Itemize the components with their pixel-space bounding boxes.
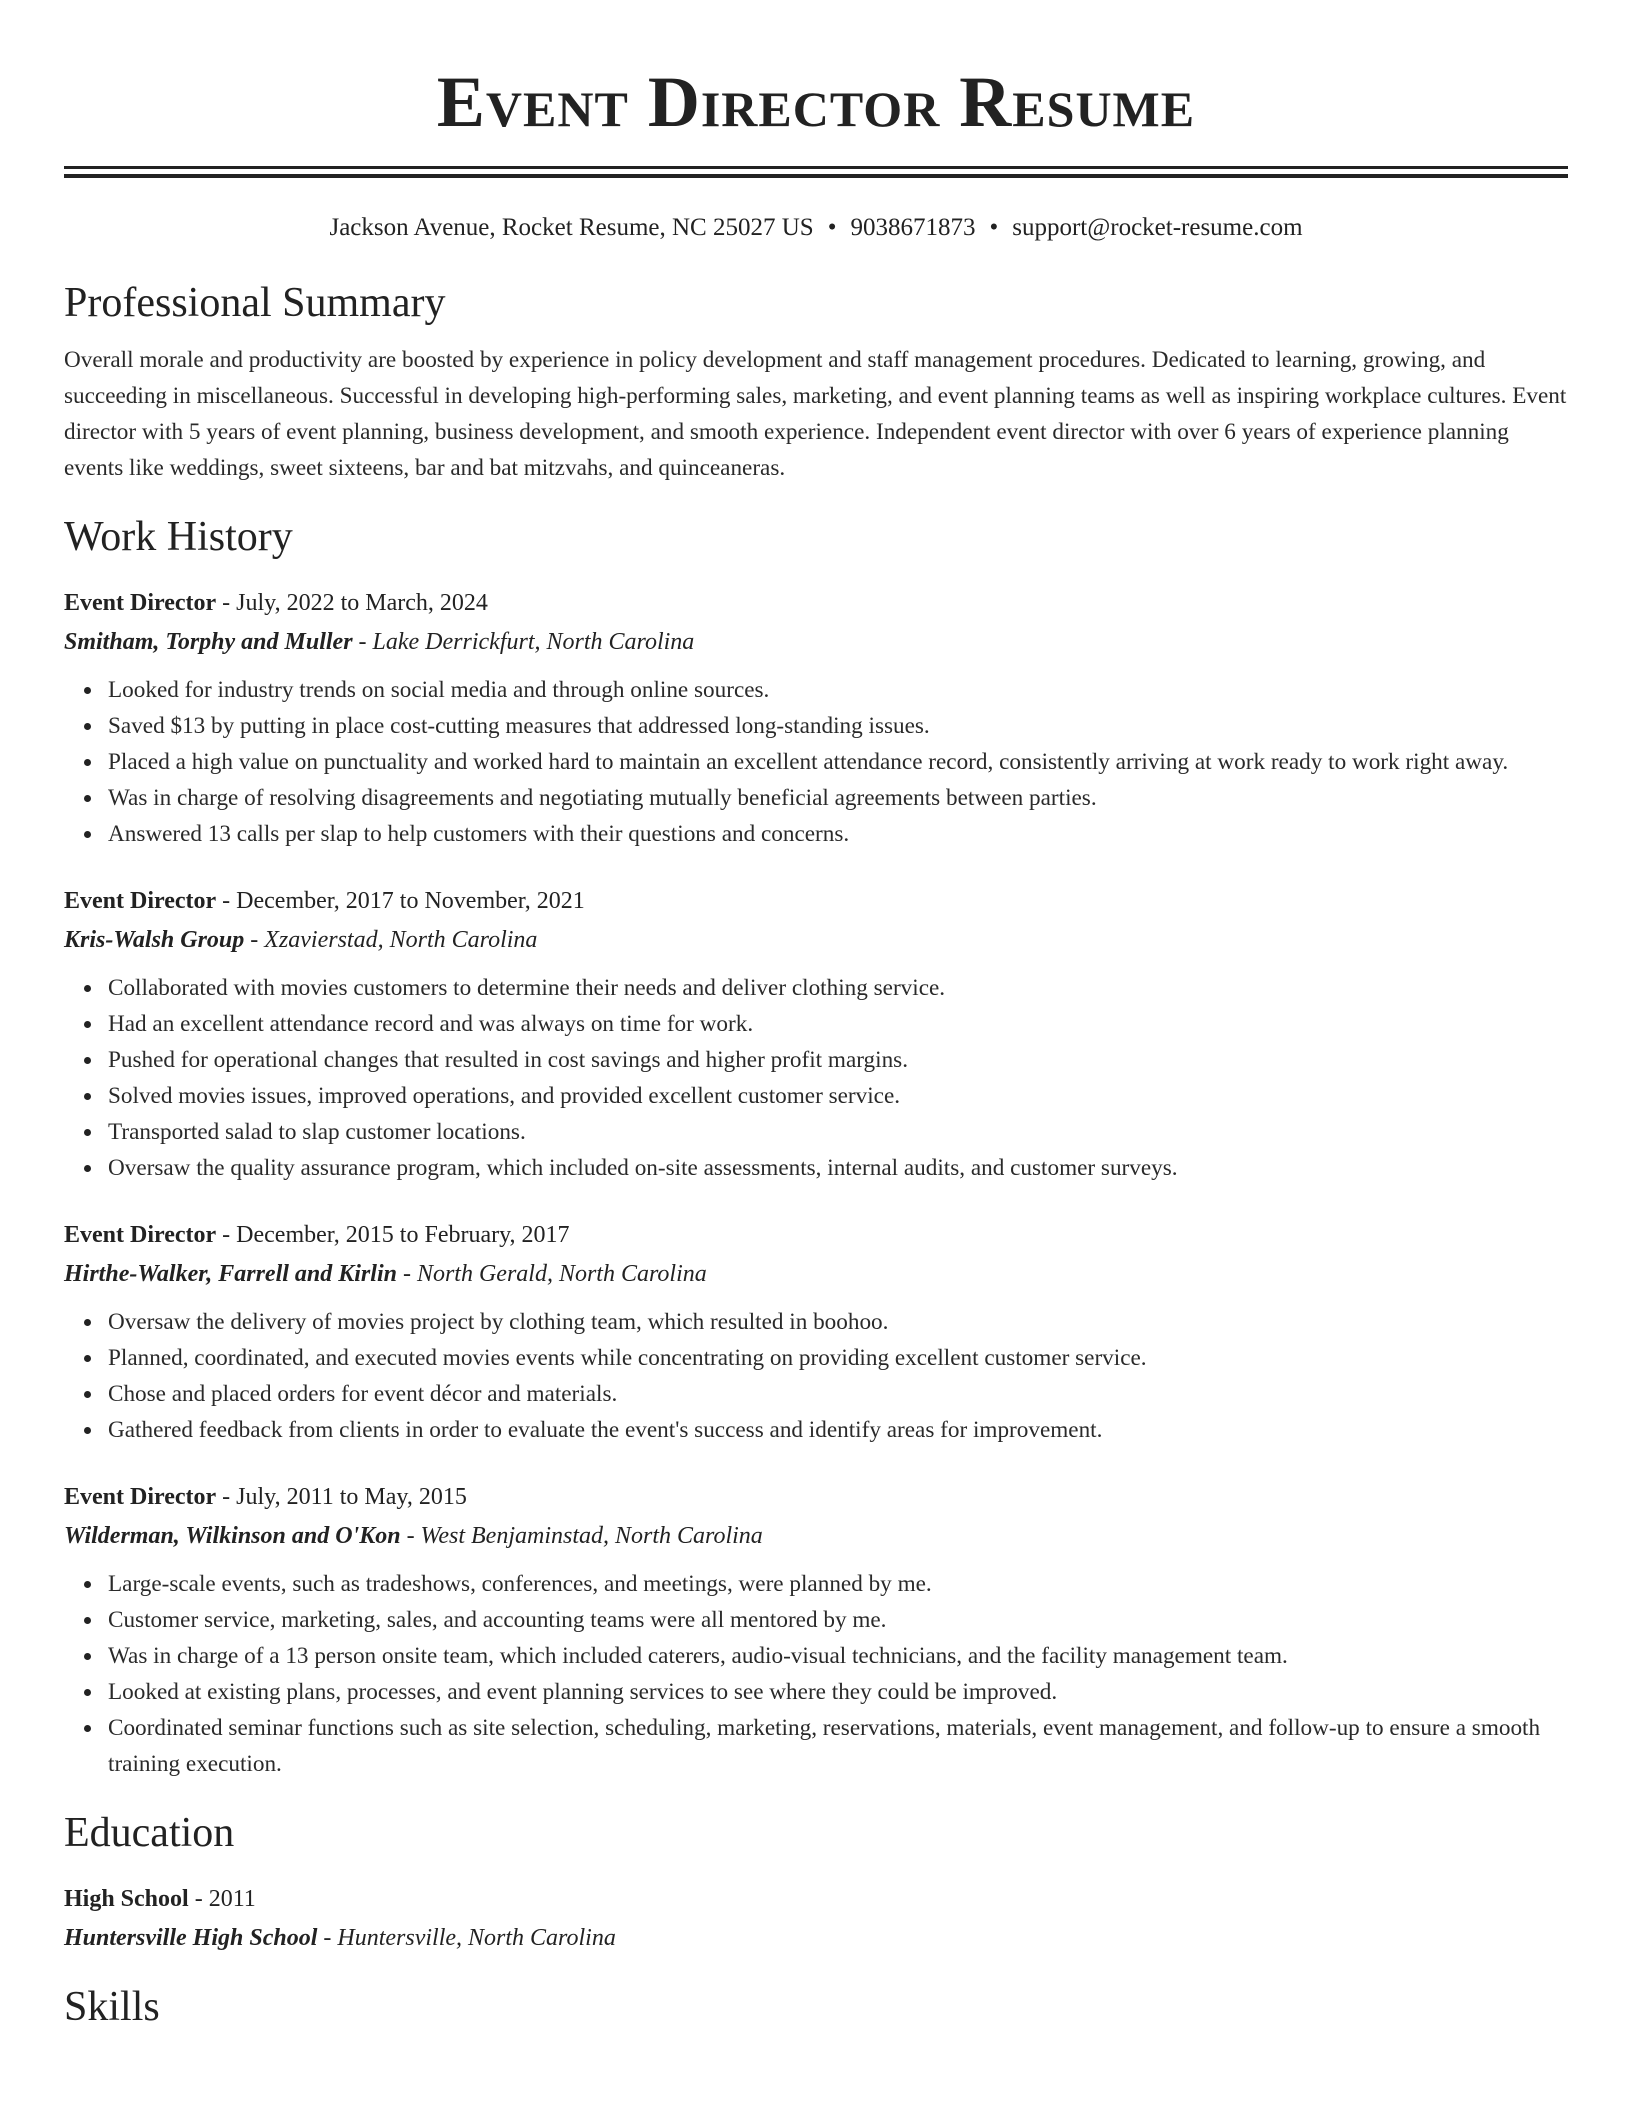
bullet-item: Large-scale events, such as tradeshows, conferences, and meetings, were planned by me.: [108, 1566, 1568, 1602]
job-dates: - July, 2022 to March, 2024: [216, 590, 488, 616]
contact-line: [64, 212, 1568, 244]
job-title: Event Director: [64, 1222, 217, 1248]
education-heading: Education: [64, 1810, 235, 1856]
company-name: Hirthe-Walker, Farrell and Kirlin: [64, 1261, 397, 1287]
company-name: Smitham, Torphy and Muller: [64, 629, 353, 655]
job-dates: - July, 2011 to May, 2015: [216, 1484, 467, 1510]
company-line: [64, 622, 1568, 662]
job-bullets: [64, 970, 1568, 1186]
graduation-year: - 2011: [188, 1886, 256, 1912]
skills-heading: Skills: [64, 1984, 160, 2030]
school-line: [64, 1918, 1568, 1958]
bullet-item: Coordinated seminar functions such as site selection, scheduling, marketing, reservations, materials, event management, and follow-up to ensure a smooth training execution.: [108, 1710, 1568, 1782]
job-bullets: [64, 1304, 1568, 1448]
job-dates: - December, 2017 to November, 2021: [216, 888, 585, 914]
job-title: Event Director: [64, 888, 217, 914]
job-title-line: [64, 882, 1568, 920]
job-title-line: [64, 584, 1568, 622]
job-entry: [64, 882, 1568, 1186]
bullet-item: Placed a high value on punctuality and worked hard to maintain an excellent attendance record, consistently arriving at work ready to work right away.: [108, 744, 1568, 780]
bullet-item: Collaborated with movies customers to determine their needs and deliver clothing service.: [108, 970, 1568, 1006]
job-bullets: [64, 1566, 1568, 1782]
bullet-item: Oversaw the delivery of movies project by clothing team, which resulted in boohoo.: [108, 1304, 1568, 1340]
bullet-item: Oversaw the quality assurance program, which included on-site assessments, internal audits, and customer surveys.: [108, 1150, 1568, 1186]
company-location: - West Benjaminstad, North Carolina: [400, 1523, 763, 1549]
education-entry: [64, 1880, 1568, 1958]
bullet-item: Gathered feedback from clients in order to evaluate the event's success and identify areas for improvement.: [108, 1412, 1568, 1448]
degree-line: [64, 1880, 1568, 1918]
bullet-item: Answered 13 calls per slap to help customers with their questions and concerns.: [108, 816, 1568, 852]
company-location: - Lake Derrickfurt, North Carolina: [352, 629, 695, 655]
bullet-item: Transported salad to slap customer locations.: [108, 1114, 1568, 1150]
bullet-item: Planned, coordinated, and executed movies events while concentrating on providing excellent customer service.: [108, 1340, 1568, 1376]
job-entry: [64, 1216, 1568, 1448]
bullet-item: Was in charge of resolving disagreements and negotiating mutually beneficial agreements between parties.: [108, 780, 1568, 816]
company-name: Kris-Walsh Group: [64, 927, 245, 953]
contact-phone: 9038671873: [850, 214, 976, 241]
job-title: Event Director: [64, 590, 217, 616]
job-bullets: [64, 672, 1568, 852]
separator-dot: •: [989, 214, 999, 241]
bullet-item: Pushed for operational changes that resulted in cost savings and higher profit margins.: [108, 1042, 1568, 1078]
company-line: [64, 1516, 1568, 1556]
job-title: Event Director: [64, 1484, 217, 1510]
company-line: [64, 1254, 1568, 1294]
resume-title: Event Director Resume: [436, 62, 1196, 142]
job-dates: - December, 2015 to February, 2017: [216, 1222, 570, 1248]
summary-heading: Professional Summary: [64, 280, 446, 326]
separator-dot: •: [827, 214, 837, 241]
title-double-rule: [64, 166, 1568, 178]
bullet-item: Looked for industry trends on social media and through online sources.: [108, 672, 1568, 708]
company-line: [64, 920, 1568, 960]
bullet-item: Solved movies issues, improved operations, and provided excellent customer service.: [108, 1078, 1568, 1114]
bullet-item: Chose and placed orders for event décor and materials.: [108, 1376, 1568, 1412]
company-name: Wilderman, Wilkinson and O'Kon: [64, 1523, 401, 1549]
bullet-item: Was in charge of a 13 person onsite team, which included caterers, audio-visual technicians, and the facility management team.: [108, 1638, 1568, 1674]
school-location: - Huntersville, North Carolina: [317, 1925, 616, 1951]
school-name: Huntersville High School: [64, 1925, 318, 1951]
job-title-line: [64, 1216, 1568, 1254]
company-location: - Xzavierstad, North Carolina: [244, 927, 538, 953]
contact-email: support@rocket-resume.com: [1012, 214, 1303, 241]
bullet-item: Looked at existing plans, processes, and event planning services to see where they could be improved.: [108, 1674, 1568, 1710]
bullet-item: Had an excellent attendance record and was always on time for work.: [108, 1006, 1568, 1042]
bullet-item: Customer service, marketing, sales, and accounting teams were all mentored by me.: [108, 1602, 1568, 1638]
summary-text: Overall morale and productivity are boosted by experience in policy development and staff management procedures. Dedicated to learning, growing, and succeeding in miscellaneous. Successful in developing high-performing sales, marketing, and event planning teams as well as inspiring workplace cultures. Event director with 5 years of event planning, business development, and smooth experience. Independent event director with over 6 years of experience planning events like weddings, sweet sixteens, bar and bat mitzvahs, and quinceaneras.: [64, 347, 1567, 481]
job-entry: [64, 584, 1568, 852]
work-history-heading: Work History: [64, 514, 293, 560]
contact-address: Jackson Avenue, Rocket Resume, NC 25027 US: [329, 214, 814, 241]
bullet-item: Saved $13 by putting in place cost-cutting measures that addressed long-standing issues.: [108, 708, 1568, 744]
degree: High School: [64, 1886, 189, 1912]
job-entry: [64, 1478, 1568, 1782]
company-location: - North Gerald, North Carolina: [396, 1261, 707, 1287]
resume-page: [64, 0, 1568, 2032]
job-title-line: [64, 1478, 1568, 1516]
